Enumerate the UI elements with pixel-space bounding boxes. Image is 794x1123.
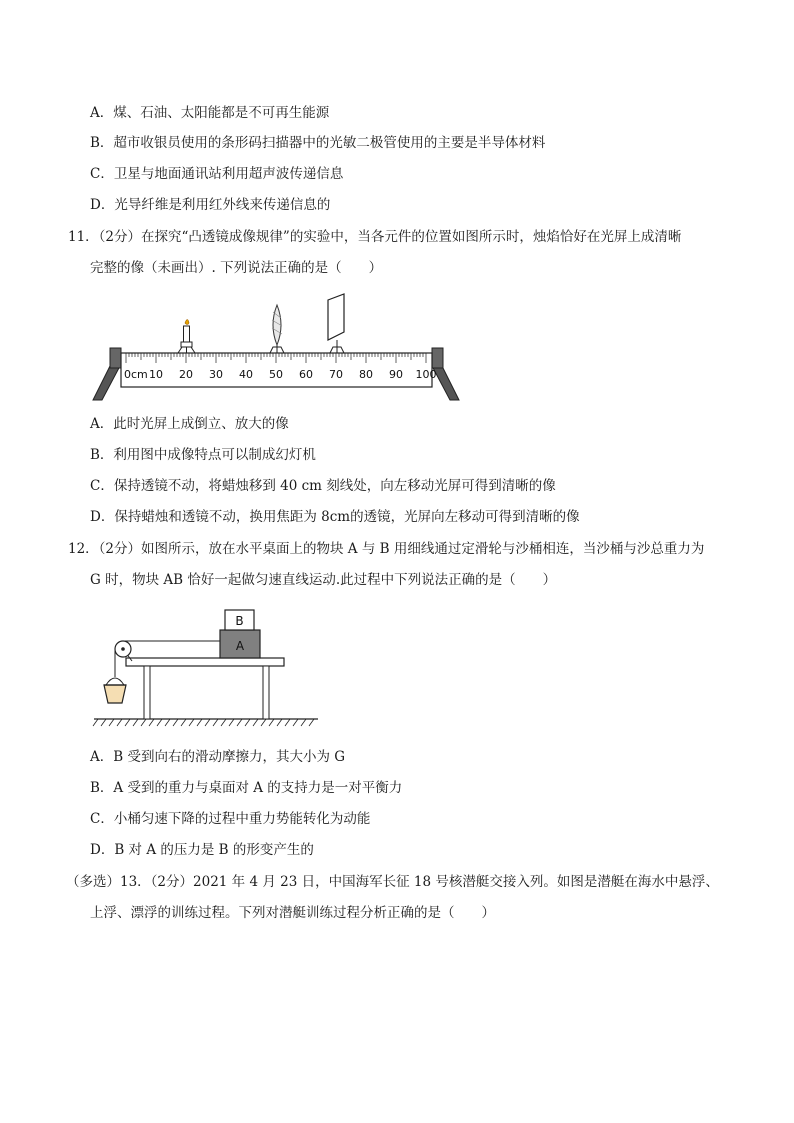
convex-lens (270, 305, 284, 353)
light-screen (328, 294, 344, 353)
q12-option-a: A．B 受到向右的滑动摩擦力，其大小为 G (90, 749, 346, 765)
q10-option-b: B．超市收银员使用的条形码扫描器中的光敏二极管使用的主要是半导体材料 (90, 135, 546, 151)
ruler-label: 100 (415, 368, 437, 381)
ground-hatch-line (229, 719, 234, 726)
ruler-label: 80 (359, 368, 373, 381)
q11-stem-line2: 完整的像（未画出）. 下列说法正确的是（ ） (90, 260, 383, 276)
ground-hatch-line (213, 719, 218, 726)
q12-option-b: B．A 受到的重力与桌面对 A 的支持力是一对平衡力 (90, 780, 403, 796)
ground-hatch-line (309, 719, 314, 726)
ground-hatch-line (221, 719, 226, 726)
ground-hatch-line (125, 719, 130, 726)
ground-hatch-line (133, 719, 138, 726)
candle (178, 320, 195, 354)
ground-hatch-line (277, 719, 282, 726)
q11-stem-line1: 11．（2分）在探究“凸透镜成像规律”的实验中，当各元件的位置如图所示时，烛焰恰好在光屏上成清晰 (68, 229, 682, 245)
q12-option-d: D．B 对 A 的压力是 B 的形变产生的 (90, 842, 314, 858)
q10-option-a: A．煤、石油、太阳能都是不可再生能源 (90, 105, 330, 121)
ground-hatching (93, 719, 314, 726)
ruler-label: 70 (329, 368, 343, 381)
optical-bench-figure (90, 290, 470, 405)
ground-hatch-line (285, 719, 290, 726)
ruler-label: 30 (209, 368, 223, 381)
q11-option-c: C．保持透镜不动，将蜡烛移到 40 cm 刻线处，向左移动光屏可得到清晰的像 (90, 478, 556, 494)
q12-option-c: C．小桶匀速下降的过程中重力势能转化为动能 (90, 811, 371, 827)
ground-hatch-line (101, 719, 106, 726)
q12-stem-line1: 12．（2分）如图所示，放在水平桌面上的物块 A 与 B 用细线通过定滑轮与沙桶相连，当沙桶与沙总重力为 (68, 541, 705, 557)
ground-hatch-line (141, 719, 146, 726)
ground-hatch-line (109, 719, 114, 726)
ground-hatch-line (301, 719, 306, 726)
q13-stem-line2: 上浮、漂浮的训练过程。下列对潜艇训练过程分析正确的是（ ） (90, 905, 495, 921)
ground-hatch-line (253, 719, 258, 726)
pulley-table-figure (92, 605, 324, 730)
ground-hatch-line (237, 719, 242, 726)
ground-hatch-line (93, 719, 98, 726)
sand-bucket (104, 678, 126, 703)
ruler-label: 40 (239, 368, 253, 381)
left-stand-post (110, 348, 121, 368)
q13-stem-line1: （多选）13．（2分）2021 年 4 月 23 日，中国海军长征 18 号核潜艇交接入列。如图是潜艇在海水中悬浮、 (66, 874, 719, 890)
ground-hatch-line (245, 719, 250, 726)
ruler-label: 90 (389, 368, 403, 381)
block-a-label: A (235, 639, 245, 653)
ground-hatch-line (157, 719, 162, 726)
ground-hatch-line (205, 719, 210, 726)
table-leg-right (263, 666, 269, 719)
q11-option-a: A．此时光屏上成倒立、放大的像 (90, 416, 289, 432)
left-stand-leg (93, 366, 120, 400)
ground-hatch-line (165, 719, 170, 726)
table-top (126, 658, 284, 666)
ruler-label: 0cm (124, 368, 148, 381)
q12-stem-line2: G 时，物块 AB 恰好一起做匀速直线运动.此过程中下列说法正确的是（ ） (90, 572, 557, 588)
ground-hatch-line (189, 719, 194, 726)
ground-hatch-line (261, 719, 266, 726)
ground-hatch-line (181, 719, 186, 726)
q11-option-d: D．保持蜡烛和透镜不动，换用焦距为 8cm的透镜，光屏向左移动可得到清晰的像 (90, 509, 580, 525)
q11-option-b: B．利用图中成像特点可以制成幻灯机 (90, 447, 316, 463)
right-stand-post (432, 348, 443, 368)
ground-hatch-line (173, 719, 178, 726)
q10-option-d: D．光导纤维是利用红外线来传递信息的 (90, 197, 331, 213)
ground-hatch-line (269, 719, 274, 726)
ruler-label: 20 (179, 368, 193, 381)
ground-hatch-line (197, 719, 202, 726)
ruler-label: 10 (149, 368, 163, 381)
q10-option-c: C．卫星与地面通讯站利用超声波传递信息 (90, 166, 344, 182)
ruler-label: 60 (299, 368, 313, 381)
ground-hatch-line (117, 719, 122, 726)
ground-hatch-line (149, 719, 154, 726)
ground-hatch-line (293, 719, 298, 726)
ruler-label: 50 (269, 368, 283, 381)
block-b-label: B (235, 614, 244, 628)
table-leg-left (144, 666, 150, 719)
